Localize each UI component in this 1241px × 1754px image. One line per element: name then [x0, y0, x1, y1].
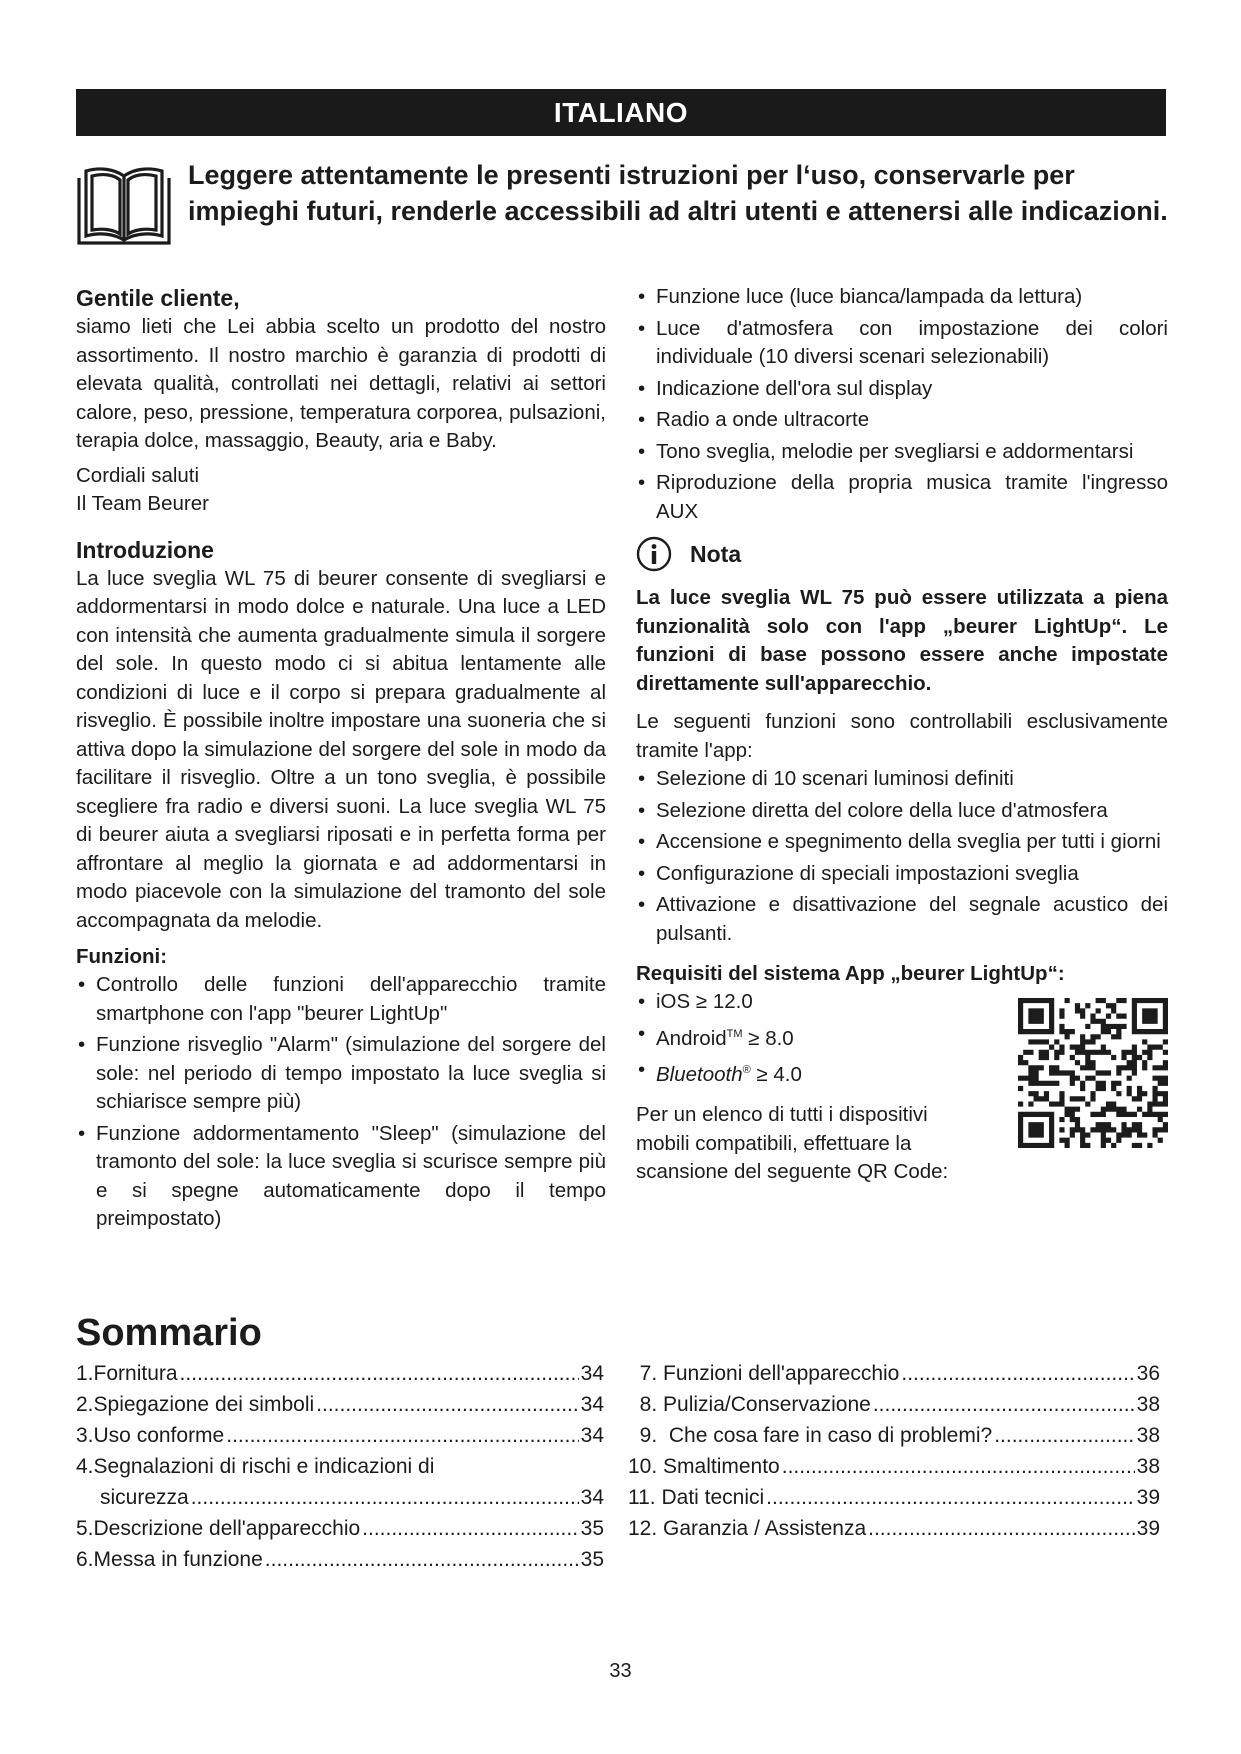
left-column: [76, 283, 606, 1237]
toc-entry[interactable]: [628, 1513, 1160, 1544]
toc-number: 5.: [76, 1517, 94, 1540]
toc-number: 6.: [76, 1548, 94, 1571]
toc-title: Smaltimento: [663, 1455, 780, 1478]
greeting-closing: Cordiali saluti: [76, 463, 200, 487]
toc-entry[interactable]: [76, 1420, 604, 1451]
toc-number: 11.: [628, 1486, 662, 1509]
toc-entry[interactable]: [76, 1389, 604, 1420]
list-item: • Controllo delle funzioni dell'apparecchio tramite smartphone con l'app "beurer LightUp": [76, 971, 606, 1028]
app-functions-list: [636, 765, 1168, 948]
toc-title: Spiegazione dei simboli: [93, 1393, 315, 1416]
read-instructions-notice: Leggere attentamente le presenti istruzioni per l‘uso, conservarle per impieghi futuri, renderle accessibili ad altri utenti e attenersi alle indicazioni.: [188, 160, 1168, 226]
functions-list: [76, 971, 606, 1234]
toc-page: 34: [580, 1362, 604, 1385]
toc-entry-first-line[interactable]: [76, 1451, 604, 1482]
toc-number: 2.: [76, 1393, 94, 1416]
introduction-body: La luce sveglia WL 75 di beurer consente di svegliarsi e addormentarsi in modo dolce e naturale. Una luce a LED con intensità che aumenta gradualmente simula il sorgere del sole. In questo modo ci si abitua lentamente alle condizioni di luce e il corpo si prepara gradualmente al risveglio. È possibile inoltre impostare una suoneria che si attiva dopo la simulazione del sorgere del sole in modo da facilitare il risveglio. Oltre a un tono sveglia, è possibile scegliere fra radio e diversi suoni. La luce sveglia WL 75 di beurer aiuta a svegliarsi riposati e in perfetta forma per affrontare al meglio la giornata e ad addormentarsi in modo piacevole con la simulazione del tramonto del sole accompagnata da melodie.: [76, 566, 606, 932]
qr-instructions: Per un elenco di tutti i dispositivi mobili compatibili, effettuare la scansione del seguente QR Code:: [636, 1103, 949, 1184]
toc-entry[interactable]: [76, 1544, 604, 1575]
toc-page: 34: [580, 1486, 604, 1509]
contents-list-left: [76, 1358, 604, 1575]
registered-mark: ®: [742, 1063, 751, 1076]
page-number: 33: [609, 1660, 632, 1682]
toc-page: 38: [1136, 1393, 1160, 1416]
toc-page: 34: [580, 1424, 604, 1447]
toc-leader: [226, 1420, 578, 1451]
list-item: • Riproduzione della propria musica tramite l'ingresso AUX: [636, 469, 1168, 526]
qr-code-image[interactable]: [1018, 998, 1168, 1148]
toc-entry[interactable]: [76, 1513, 604, 1544]
info-icon: [636, 536, 672, 572]
toc-entry[interactable]: [628, 1482, 1160, 1513]
contents-title: Sommario: [76, 1312, 262, 1354]
toc-page: 36: [1136, 1362, 1160, 1385]
list-item: • Funzione addormentamento "Sleep" (simulazione del tramonto del sole: la luce sveglia si scurisce sempre più e si spegne automaticamente dopo il tempo preimpostato): [76, 1120, 606, 1234]
greeting-signature: Il Team Beurer: [76, 492, 209, 515]
toc-number: 12.: [628, 1517, 664, 1540]
toc-page: 38: [1136, 1424, 1160, 1447]
toc-entry[interactable]: [628, 1389, 1160, 1420]
toc-page: 39: [1136, 1486, 1160, 1509]
toc-title: Descrizione dell'apparecchio: [93, 1517, 361, 1540]
list-item: • Luce d'atmosfera con impostazione dei colori individuale (10 diversi scenari selezionabili): [636, 315, 1168, 372]
requirements-title: Requisiti del sistema App „beurer LightUp“:: [636, 962, 1065, 985]
toc-title: Funzioni dell'apparecchio: [663, 1362, 900, 1385]
toc-title: Pulizia/Conservazione: [663, 1393, 871, 1416]
toc-number: 1.: [76, 1362, 94, 1385]
toc-leader: [868, 1513, 1135, 1544]
list-item: • Funzione luce (luce bianca/lampada da lettura): [636, 283, 1168, 312]
language-header: ITALIANO: [76, 89, 1166, 136]
list-item: • Selezione diretta del colore della luce d'atmosfera: [636, 797, 1168, 826]
introduction-title: Introduzione: [76, 536, 214, 563]
list-item: • iOS ≥ 12.0: [636, 988, 1168, 1017]
trademark-mark: TM: [726, 1027, 743, 1040]
toc-entry[interactable]: [76, 1482, 604, 1513]
android-version: ≥ 8.0: [748, 1026, 794, 1050]
toc-entry[interactable]: [628, 1451, 1160, 1482]
toc-leader: [265, 1544, 579, 1575]
toc-leader: [316, 1389, 578, 1420]
toc-title: Fornitura: [93, 1362, 178, 1385]
toc-leader: [994, 1420, 1134, 1451]
list-item: • Funzione risveglio "Alarm" (simulazione del sorgere del sole: nel periodo di tempo impostato la luce sveglia si schiarisce sempre più): [76, 1031, 606, 1117]
toc-number: 8.: [628, 1393, 664, 1416]
list-item: • Configurazione di speciali impostazioni sveglia: [636, 860, 1168, 889]
toc-page: 34: [580, 1393, 604, 1416]
contents-list-right: [628, 1358, 1160, 1544]
list-item: • Indicazione dell'ora sul display: [636, 375, 1168, 404]
toc-title: sicurezza: [100, 1486, 189, 1509]
toc-leader: [766, 1482, 1134, 1513]
list-item: • Accensione e spegnimento della sveglia per tutti i giorni: [636, 828, 1168, 857]
note-bold-text: La luce sveglia WL 75 può essere utilizzata a piena funzionalità solo con l'app „beurer LightUp“. Le funzioni di base possono essere anche impostate direttamente sull'apparecchio.: [636, 586, 1168, 695]
toc-leader: [362, 1513, 578, 1544]
functions-title: Funzioni:: [76, 945, 168, 968]
toc-title: Che cosa fare in caso di problemi?: [668, 1424, 993, 1447]
toc-page: 39: [1136, 1517, 1160, 1540]
toc-page: 38: [1136, 1455, 1160, 1478]
toc-title: Segnalazioni di rischi e indicazioni di: [93, 1455, 435, 1478]
toc-entry[interactable]: [76, 1358, 604, 1389]
toc-title: Uso conforme: [93, 1424, 225, 1447]
greeting-body: siamo lieti che Lei abbia scelto un prodotto del nostro assortimento. Il nostro marchio è garanzia di prodotti di elevata qualità, controllati nei dettagli, relativi ai settori calore, peso, pressione, temperatura corporea, pulsazioni, terapia dolce, massaggio, Beauty, aria e Baby.: [76, 315, 606, 452]
book-icon: [76, 164, 172, 246]
toc-number: 7.: [628, 1362, 664, 1385]
greeting-title: Gentile cliente,: [76, 285, 240, 311]
toc-title: Dati tecnici: [661, 1486, 765, 1509]
toc-page: 35: [580, 1548, 604, 1571]
toc-number: 9.: [628, 1424, 669, 1447]
toc-number: 4.: [76, 1455, 94, 1478]
bluetooth-label: Bluetooth: [656, 1062, 743, 1086]
toc-leader: [191, 1482, 579, 1513]
list-item: • Radio a onde ultracorte: [636, 406, 1168, 435]
app-only-intro: Le seguenti funzioni sono controllabili esclusivamente tramite l'app:: [636, 710, 1168, 762]
note-title: Nota: [690, 540, 742, 567]
system-requirements: [636, 960, 1168, 1187]
toc-leader: [901, 1358, 1134, 1389]
functions-list-continued: [636, 283, 1168, 526]
list-item: • Tono sveglia, melodie per svegliarsi e addormentarsi: [636, 438, 1168, 467]
toc-entry[interactable]: [628, 1358, 1160, 1389]
note-header: [636, 536, 1168, 572]
toc-entry[interactable]: [628, 1420, 1160, 1451]
right-column: [636, 283, 1168, 1187]
toc-number: 3.: [76, 1424, 94, 1447]
toc-leader: [873, 1389, 1135, 1420]
toc-leader: [180, 1358, 579, 1389]
toc-title: Messa in funzione: [93, 1548, 263, 1571]
toc-page: 35: [580, 1517, 604, 1540]
toc-leader: [782, 1451, 1135, 1482]
toc-title: Garanzia / Assistenza: [663, 1517, 867, 1540]
bluetooth-version: ≥ 4.0: [756, 1062, 802, 1086]
toc-number: 10.: [628, 1455, 664, 1478]
android-label: Android: [656, 1026, 727, 1050]
list-item: • Selezione di 10 scenari luminosi definiti: [636, 765, 1168, 794]
list-item: • Attivazione e disattivazione del segnale acustico dei pulsanti.: [636, 891, 1168, 948]
